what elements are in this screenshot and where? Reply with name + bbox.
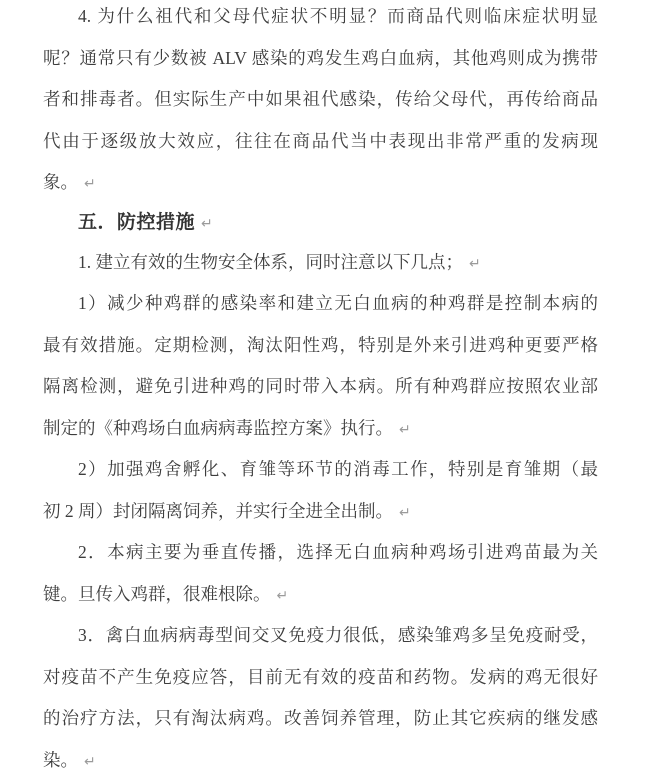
text-line-content: 初 2 周）封闭隔离饲养，并实行全进全出制。 [43,500,393,521]
text-line-content: 隔离检测，避免引进种鸡的同时带入本病。所有种鸡群应按照农业部 [43,376,598,397]
text-line [43,532,598,574]
paragraph-return-mark-icon: ↵ [276,587,289,604]
paragraph-return-mark-icon: ↵ [399,504,411,521]
text-line [43,615,598,657]
text-line-content: 1. 建立有效的生物安全体系，同时注意以下几点； [78,251,463,272]
text-line [43,121,598,163]
text-line-content: 象。 [43,172,78,193]
text-line-content: 染。 [43,749,78,770]
text-line-content: 者和排毒者。但实际生产中如果祖代感染，传给父母代，再传给商品 [43,89,598,110]
text-line [43,491,598,533]
text-line-content: 4. 为什么祖代和父母代症状不明显？而商品代则临床症状明显 [78,6,598,27]
paragraph-point-3 [43,615,598,781]
paragraph-subpoint-1 [43,283,598,449]
text-line-content: 2．本病主要为垂直传播，选择无白血病种鸡场引进鸡苗最为关 [78,542,598,563]
paragraph-point-2 [43,532,598,615]
section-heading-text: 五．防控措施 [78,211,196,233]
paragraph-return-mark-icon: ↵ [201,215,214,232]
text-line [43,449,598,491]
text-line-content: 1）减少种鸡群的感染率和建立无白血病的种鸡群是控制本病的 [78,293,598,314]
text-line-content: 3．禽白血病病毒型间交叉免疫力很低，感染雏鸡多呈免疫耐受， [78,625,598,646]
text-line [43,698,598,740]
text-line [43,0,598,38]
text-line-content: 制定的《种鸡场白血病病毒监控方案》执行。 [43,417,393,438]
text-line-content: 代由于逐级放大效应，往往在商品代当中表现出非常严重的发病现 [43,130,598,151]
text-line-content: 最有效措施。定期检测，淘汰阳性鸡，特别是外来引进鸡种更要严格 [43,334,598,355]
text-line-content: 对疫苗不产生免疫应答，目前无有效的疫苗和药物。发病的鸡无很好 [43,666,598,687]
paragraph-question-4 [43,0,598,204]
paragraph-return-mark-icon: ↵ [84,753,96,770]
text-line [43,740,598,782]
text-line [43,325,598,367]
text-line [43,38,598,80]
section-heading [43,204,598,242]
text-line [43,574,598,616]
text-line [43,162,598,204]
heading-section-5 [43,204,598,242]
text-line [43,283,598,325]
text-line [43,408,598,450]
paragraph-return-mark-icon: ↵ [469,255,481,272]
text-line [43,242,598,284]
text-line [43,79,598,121]
text-line [43,657,598,699]
paragraph-return-mark-icon: ↵ [399,421,411,438]
text-line-content: 呢？通常只有少数被 ALV 感染的鸡发生鸡白血病，其他鸡则成为携带 [43,47,598,68]
paragraph-point-1 [43,242,598,284]
paragraph-subpoint-2 [43,449,598,532]
paragraph-return-mark-icon: ↵ [84,176,96,193]
text-line-content: 键。旦传入鸡群，很难根除。 [43,583,271,604]
text-line [43,366,598,408]
text-line-content: 的治疗方法，只有淘汰病鸡。改善饲养管理，防止其它疾病的继发感 [43,708,598,729]
text-line-content: 2）加强鸡舍孵化、育雏等环节的消毒工作，特别是育雏期（最 [78,459,598,480]
document-page [43,0,598,781]
